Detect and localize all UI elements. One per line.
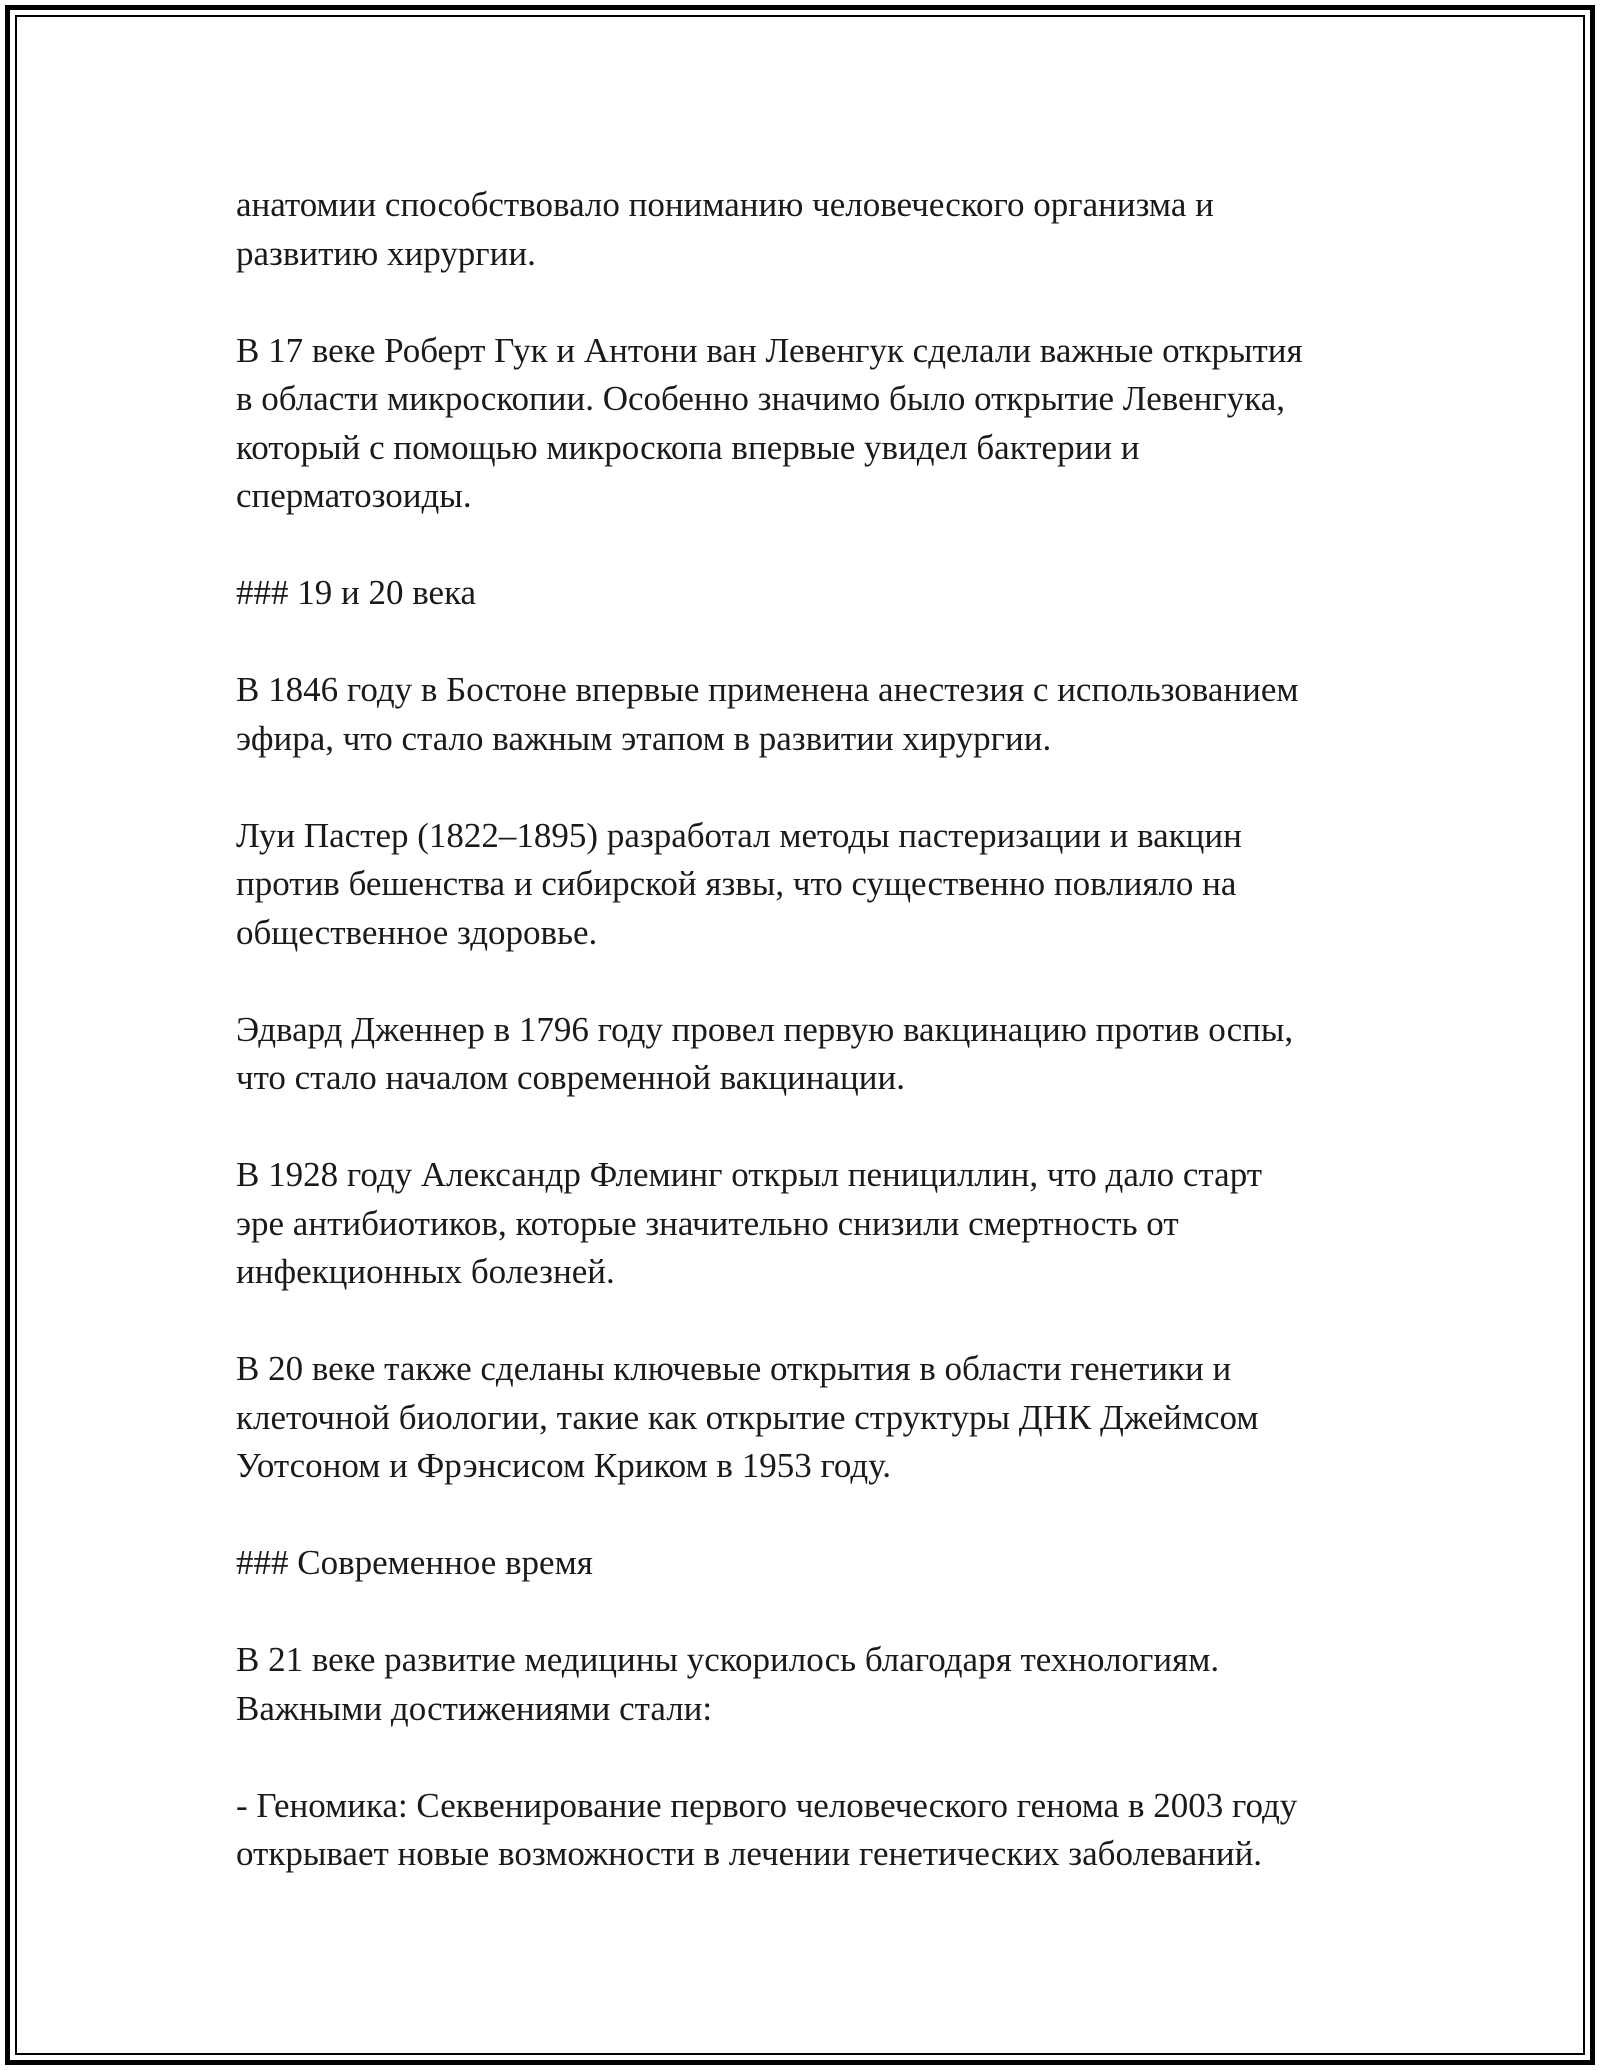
list-item-genomics: - Геномика: Секвенирование первого человеческого генома в 2003 году открывает новые возможности в лечении генетических заболеваний. <box>236 1785 1298 1873</box>
heading-modern-time: ### Современное время <box>236 1543 593 1582</box>
paragraph-jenner: Эдвард Дженнер в 1796 году провел первую вакцинацию против оспы, что стало началом современной вакцинации. <box>236 1009 1294 1097</box>
paragraph-fleming: В 1928 году Александр Флеминг открыл пенициллин, что дало старт эре антибиотиков, которые значительно снизили смертность от инфекционных болезней. <box>236 1155 1263 1291</box>
paragraph-21-century: В 21 веке развитие медицины ускорилось благодаря технологиям. Важными достижениями стали: <box>236 1640 1220 1728</box>
paragraph-pasteur: Луи Пастер (1822–1895) разработал методы пастеризации и вакцин против бешенства и сибирской язвы, что существенно повлияло на общественное здоровье. <box>236 815 1242 952</box>
paragraph-anatomy: анатомии способствовало пониманию человеческого организма и развитию хирургии. <box>236 185 1214 273</box>
paragraph-microscopy: В 17 веке Роберт Гук и Антони ван Левенгук сделали важные открытия в области микроскопии. Особенно значимо было открытие Левенгука, который с помощью микроскопа впервые увидел бактерии и сперматозоиды. <box>236 330 1303 515</box>
paragraph-genetics: В 20 веке также сделаны ключевые открытия в области генетики и клеточной биологии, такие как открытие структуры ДНК Джеймсом Уотсоном и Фрэнсисом Криком в 1953 году. <box>236 1349 1259 1485</box>
heading-19-20-centuries: ### 19 и 20 века <box>236 573 477 612</box>
document-body <box>236 181 1386 1879</box>
paragraph-anesthesia: В 1846 году в Бостоне впервые применена анестезия с использованием эфира, что стало важным этапом в развитии хирургии. <box>236 670 1299 758</box>
